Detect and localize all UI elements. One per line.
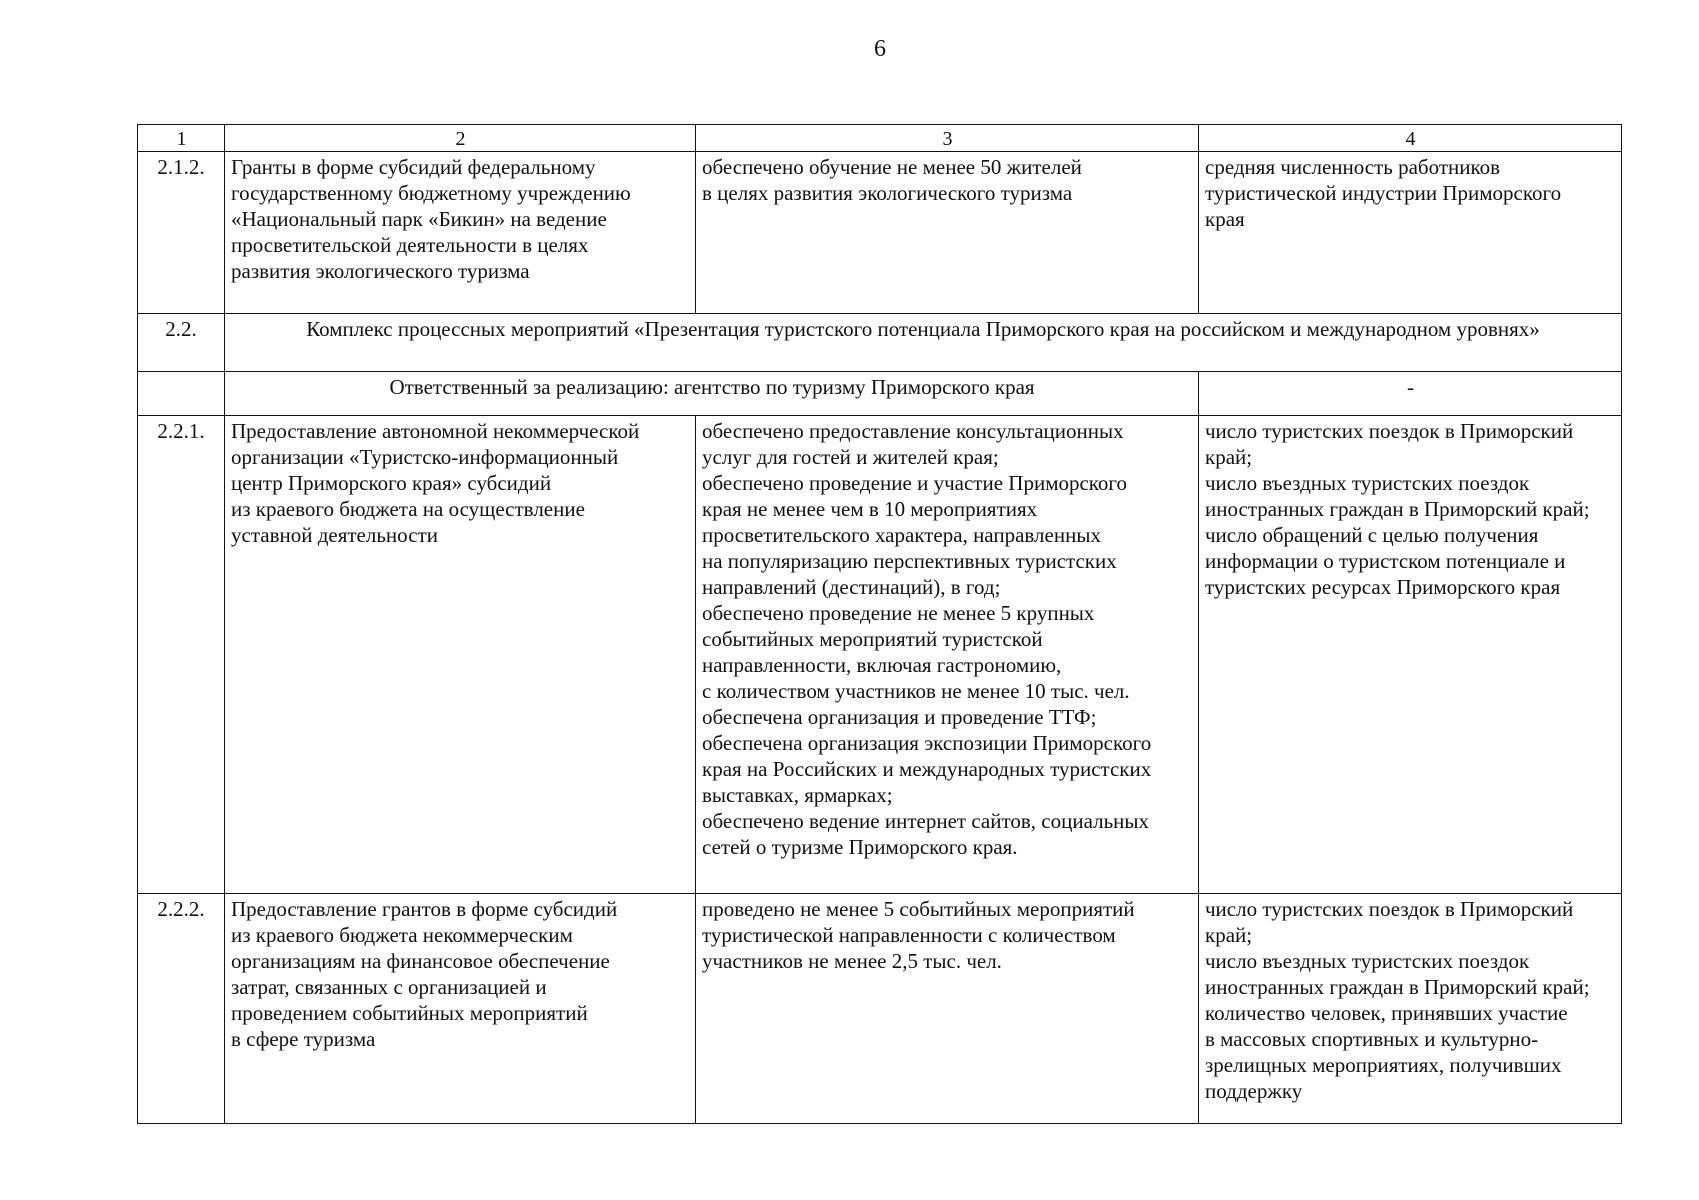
text-line: просветительской деятельности в целях: [231, 233, 589, 257]
table-header-row: [138, 125, 1622, 152]
text-line: иностранных граждан в Приморский край;: [1205, 497, 1590, 521]
text-line: проведено не менее 5 событийных мероприятий: [702, 897, 1135, 921]
text-line: информации о туристском потенциале и: [1205, 549, 1566, 573]
table-row: [138, 152, 1622, 314]
text-line: туристских ресурсах Приморского края: [1205, 575, 1561, 599]
row-number: 2.2.: [138, 314, 225, 372]
empty-cell: [138, 372, 225, 416]
text-line: зрелищных мероприятиях, получивших: [1205, 1053, 1562, 1077]
text-line: в сфере туризма: [231, 1027, 376, 1051]
text-line: обеспечена организация экспозиции Приморского: [702, 731, 1152, 755]
text-line: обеспечено предоставление консультационных: [702, 419, 1124, 443]
text-line: событийных мероприятий туристской: [702, 627, 1043, 651]
responsible-row: [138, 372, 1622, 416]
text-line: уставной деятельности: [231, 523, 438, 547]
indicator-cell: [1199, 894, 1622, 1124]
table-row: [138, 894, 1622, 1124]
responsible-indicator: -: [1199, 372, 1622, 416]
indicator-cell: [1199, 416, 1622, 894]
text-line: из краевого бюджета некоммерческим: [231, 923, 573, 947]
text-line: сетей о туризме Приморского края.: [702, 835, 1018, 859]
page-number: 6: [874, 36, 886, 62]
row-number: 2.1.2.: [138, 152, 225, 314]
header-col-3: 3: [696, 125, 1199, 152]
result-cell: [696, 152, 1199, 314]
row-number: 2.2.2.: [138, 894, 225, 1124]
text-line: направленности, включая гастрономию,: [702, 653, 1062, 677]
text-line: край;: [1205, 923, 1253, 947]
section-title: Комплекс процессных мероприятий «Презентация туристского потенциала Приморского края на российском и международном уровнях»: [225, 314, 1622, 372]
text-line: проведением событийных мероприятий: [231, 1001, 588, 1025]
text-line: края на Российских и международных туристских: [702, 757, 1152, 781]
text-line: число обращений с целью получения: [1205, 523, 1539, 547]
text-line: затрат, связанных с организацией и: [231, 975, 547, 999]
text-line: туристической направленности с количеством: [702, 923, 1116, 947]
text-line: участников не менее 2,5 тыс. чел.: [702, 949, 1002, 973]
text-line: обеспечено проведение и участие Приморского: [702, 471, 1128, 495]
text-line: число туристских поездок в Приморский: [1205, 419, 1574, 443]
text-line: Гранты в форме субсидий федеральному: [231, 155, 596, 179]
text-line: выставках, ярмарках;: [702, 783, 893, 807]
text-line: услуг для гостей и жителей края;: [702, 445, 999, 469]
text-line: обеспечено проведение не менее 5 крупных: [702, 601, 1095, 625]
result-cell: [696, 894, 1199, 1124]
text-line: поддержку: [1205, 1079, 1303, 1103]
text-line: «Национальный парк «Бикин» на ведение: [231, 207, 607, 231]
section-row: [138, 314, 1622, 372]
text-line: обеспечена организация и проведение ТТФ;: [702, 705, 1097, 729]
text-line: иностранных граждан в Приморский край;: [1205, 975, 1590, 999]
text-line: организациям на финансовое обеспечение: [231, 949, 610, 973]
text-line: края не менее чем в 10 мероприятиях: [702, 497, 1038, 521]
text-line: средняя численность работников: [1205, 155, 1501, 179]
header-col-4: 4: [1199, 125, 1622, 152]
row-number: 2.2.1.: [138, 416, 225, 894]
text-line: туристической индустрии Приморского: [1205, 181, 1562, 205]
text-line: с количеством участников не менее 10 тыс. чел.: [702, 679, 1130, 703]
measures-table: [137, 124, 1622, 1124]
text-line: края: [1205, 207, 1245, 231]
text-line: обеспечено обучение не менее 50 жителей: [702, 155, 1082, 179]
text-line: Предоставление грантов в форме субсидий: [231, 897, 618, 921]
measure-name-cell: [225, 894, 696, 1124]
text-line: развития экологического туризма: [231, 259, 530, 283]
text-line: число въездных туристских поездок: [1205, 949, 1530, 973]
responsible-text: Ответственный за реализацию: агентство по туризму Приморского края: [225, 372, 1199, 416]
text-line: край;: [1205, 445, 1253, 469]
text-line: государственному бюджетному учреждению: [231, 181, 631, 205]
text-line: организации «Туристско-информационный: [231, 445, 619, 469]
text-line: количество человек, принявших участие: [1205, 1001, 1568, 1025]
text-line: в массовых спортивных и культурно-: [1205, 1027, 1539, 1051]
measure-name-cell: [225, 152, 696, 314]
indicator-cell: [1199, 152, 1622, 314]
text-line: Предоставление автономной некоммерческой: [231, 419, 640, 443]
text-line: в целях развития экологического туризма: [702, 181, 1073, 205]
text-line: обеспечено ведение интернет сайтов, социальных: [702, 809, 1149, 833]
text-line: направлений (дестинаций), в год;: [702, 575, 1001, 599]
header-col-2: 2: [225, 125, 696, 152]
text-line: центр Приморского края» субсидий: [231, 471, 552, 495]
text-line: просветительского характера, направленных: [702, 523, 1101, 547]
text-line: на популяризацию перспективных туристских: [702, 549, 1117, 573]
text-line: из краевого бюджета на осуществление: [231, 497, 585, 521]
header-col-1: 1: [138, 125, 225, 152]
text-line: число въездных туристских поездок: [1205, 471, 1530, 495]
result-cell: [696, 416, 1199, 894]
measure-name-cell: [225, 416, 696, 894]
table-row: [138, 416, 1622, 894]
text-line: число туристских поездок в Приморский: [1205, 897, 1574, 921]
